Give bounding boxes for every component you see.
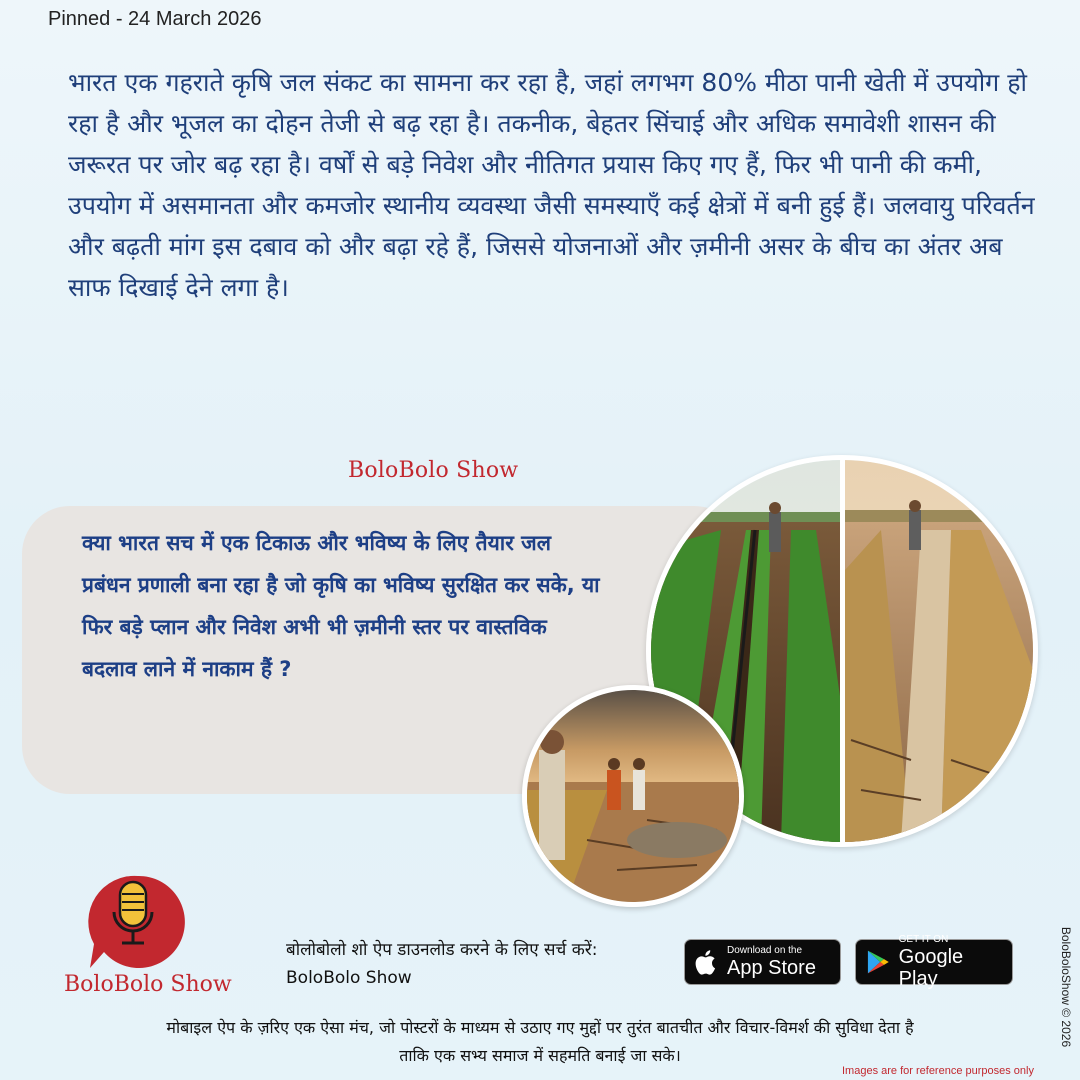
google-play-button[interactable] [855, 934, 1013, 990]
google-play-small-label: GET IT ON [898, 934, 949, 945]
footer-text [40, 1014, 1040, 1070]
image-disclaimer: Images are for reference purposes only [842, 1065, 1034, 1077]
footer-line-2: ताकि एक सभ्य समाज में सहमति बनाई जा सके। [399, 1046, 681, 1065]
copyright-text: BoloBoloShow © 2026 [1059, 926, 1074, 1048]
copyright-vertical [1058, 912, 1074, 1062]
app-store-button[interactable] [684, 939, 841, 985]
footer-line-1: मोबाइल ऐप के ज़रिए एक ऐसा मंच, जो पोस्टरों के माध्यम से उठाए गए मुद्दों पर तुरंत बातचीत और विचार-विमर्श की सुविधा देता है [166, 1018, 914, 1037]
drought-farmers-photo [522, 685, 744, 907]
app-store-small-label: Download on the [727, 945, 803, 956]
intro-paragraph: भारत एक गहराते कृषि जल संकट का सामना कर रहा है, जहां लगभग 80% मीठा पानी खेती में उपयोग हो रहा है और भूजल का दोहन तेजी से बढ़ रहा है। तकनीक, बेहतर सिंचाई और अधिक समावेशी शासन की जरूरत पर जोर बढ़ रहा है। वर्षों से बड़े निवेश और नीतिगत प्रयास किए गए हैं, फिर भी पानी की कमी, उपयोग में असमानता और कमजोर स्थानीय व्यवस्था जैसी समस्याएँ कई क्षेत्रों में बनी हुई हैं। जलवायु परिवर्तन और बढ़ती मांग इस दबाव को और बढ़ा रहे हैं, जिससे योजनाओं और ज़मीनी असर के बीच का अंतर अब साफ दिखाई देने लगा है। [68, 68, 1035, 302]
app-store-label: App Store [727, 957, 816, 979]
google-play-label: Google Play [898, 946, 964, 990]
brand-title: BoloBolo Show [348, 458, 519, 483]
google-play-icon [866, 948, 891, 976]
logo-text: BoloBolo Show [64, 972, 232, 997]
search-instruction [286, 936, 597, 992]
search-line-1: बोलोबोलो शो ऐप डाउनलोड करने के लिए सर्च करें: [286, 940, 598, 960]
question-text: क्या भारत सच में एक टिकाऊ और भविष्य के लिए तैयार जल प्रबंधन प्रणाली बना रहा है जो कृषि का भविष्य सुरक्षित कर सके, या फिर बड़े प्लान और निवेश अभी भी ज़मीनी स्तर पर वास्तविक बदलाव लाने में नाकाम हैं ? [82, 531, 600, 681]
search-line-2: BoloBolo Show [286, 968, 412, 988]
pinned-date: Pinned - 24 March 2026 [48, 8, 262, 30]
apple-icon [695, 948, 719, 976]
